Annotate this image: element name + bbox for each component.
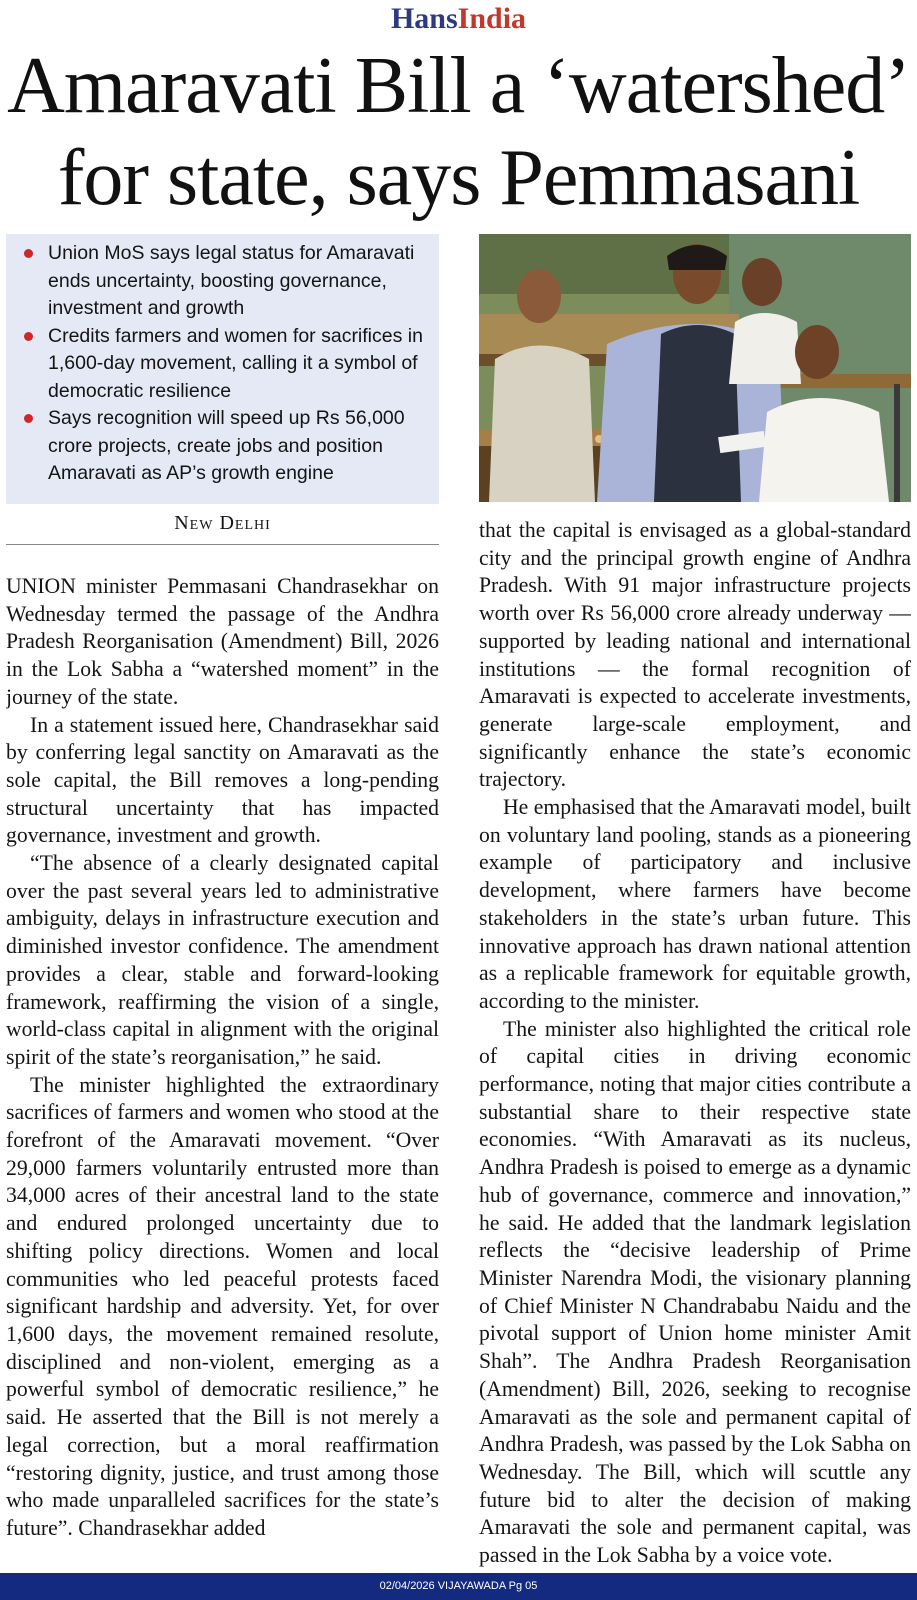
- dateline-rule: [6, 544, 439, 545]
- masthead-hans: Hans: [390, 2, 458, 35]
- page-footer: 02/04/2026 VIJAYAWADA Pg 05: [0, 1573, 917, 1600]
- dateline: New Delhi: [174, 512, 271, 534]
- masthead: [0, 0, 917, 38]
- highlight-text: Says recognition will speed up Rs 56,000 crore projects, create jobs and position Amaravati as AP’s growth engine: [48, 407, 405, 484]
- paragraph: The minister also highlighted the critical role of capital cities in driving economic performance, noting that major cities contribute a substantial share to their respective state economies. “With Amaravati as its nucleus, Andhra Pradesh is poised to emerge as a dynamic hub of governance, commerce and innovation,” he said. He added that the landmark legislation reflects the “decisive leadership of Prime Minister Narendra Modi, the visionary planning of Chief Minister N Chandrababu Naidu and the pivotal support of Union home minister Amit Shah”. The Andhra Pradesh Reorganisation (Amendment) Bill, 2026, seeking to recognise Amaravati as the sole and permanent capital of Andhra Pradesh, was passed by the Lok Sabha on Wednesday. The Bill, which will scuttle any future bid to alter the decision of making Amaravati the sole and permanent capital, was passed in the Lok Sabha by a voice vote.: [479, 1016, 911, 1568]
- paragraph: In a statement issued here, Chandrasekhar said by conferring legal sanctity on Amaravati as the sole capital, the Bill removes a long-pending structural uncertainty that has impacted governance, investment and growth.: [6, 712, 439, 848]
- parliament-photo-illustration: [479, 234, 911, 502]
- paragraph: He emphasised that the Amaravati model, built on voluntary land pooling, stands as a pioneering example of participatory and inclusive development, where farmers have become stakeholders in the state’s urban future. This innovative approach has drawn national attention as a replicable framework for equitable growth, according to the minister.: [479, 795, 911, 1013]
- paragraph: The minister highlighted the extraordinary sacrifices of farmers and women who stood at the forefront of the Amaravati movement. “Over 29,000 farmers voluntarily entrusted more than 34,000 acres of their ancestral land to the state and endured prolonged uncertainty due to shifting policy directions. Women and local communities who led peaceful protests faced significant hardship and adversity. Yet, for over 1,600 days, the movement remained resolute, disciplined and non-violent, emerging as a powerful symbol of democratic resilience,” he said. He asserted that the Bill is not merely a legal correction, but a moral reaffirmation “restoring dignity, justice, and trust among those who made unparalleled sacrifices for the state’s future”. Chandrasekhar added: [6, 1072, 439, 1540]
- paragraph: “The absence of a clearly designated capital over the past several years led to administrative ambiguity, delays in infrastructure execution and diminished investor confidence. The amendment provides a clear, stable and forward-looking framework, reaffirming the vision of a single, world-class capital in alignment with the original spirit of the state’s reorganisation,” he said.: [6, 851, 439, 1069]
- highlights-box: [6, 234, 439, 504]
- bullet-icon: [24, 249, 33, 258]
- masthead-india: India: [457, 2, 527, 35]
- highlight-item: [20, 323, 429, 406]
- highlight-text: Union MoS says legal status for Amaravati ends uncertainty, boosting governance, investment and growth: [48, 242, 415, 319]
- headline: Amaravati Bill a ‘watershed’ for state, says Pemmasani: [7, 42, 910, 222]
- bullet-icon: [24, 332, 33, 341]
- highlight-text: Credits farmers and women for sacrifices in 1,600-day movement, calling it a symbol of democratic resilience: [48, 324, 423, 402]
- highlight-item: [20, 240, 429, 323]
- article-column-1: [6, 573, 439, 1571]
- paragraph: UNION minister Pemmasani Chandrasekhar on Wednesday termed the passage of the Andhra Pradesh Reorganisation (Amendment) Bill, 2026 in the Lok Sabha a “watershed moment” in the journey of the state.: [6, 574, 439, 709]
- parliament-photo: [479, 234, 911, 502]
- article-column-2: [479, 517, 911, 1569]
- highlight-item: [20, 405, 429, 488]
- bullet-icon: [24, 414, 33, 423]
- paragraph: that the capital is envisaged as a global-standard city and the principal growth engine of Andhra Pradesh. With 91 major infrastructure projects worth over Rs 56,000 crore already underway — supported by leading national and international institutions — the formal recognition of Amaravati is expected to accelerate investments, generate large-scale employment, and significantly enhance the state’s economic trajectory.: [479, 518, 911, 792]
